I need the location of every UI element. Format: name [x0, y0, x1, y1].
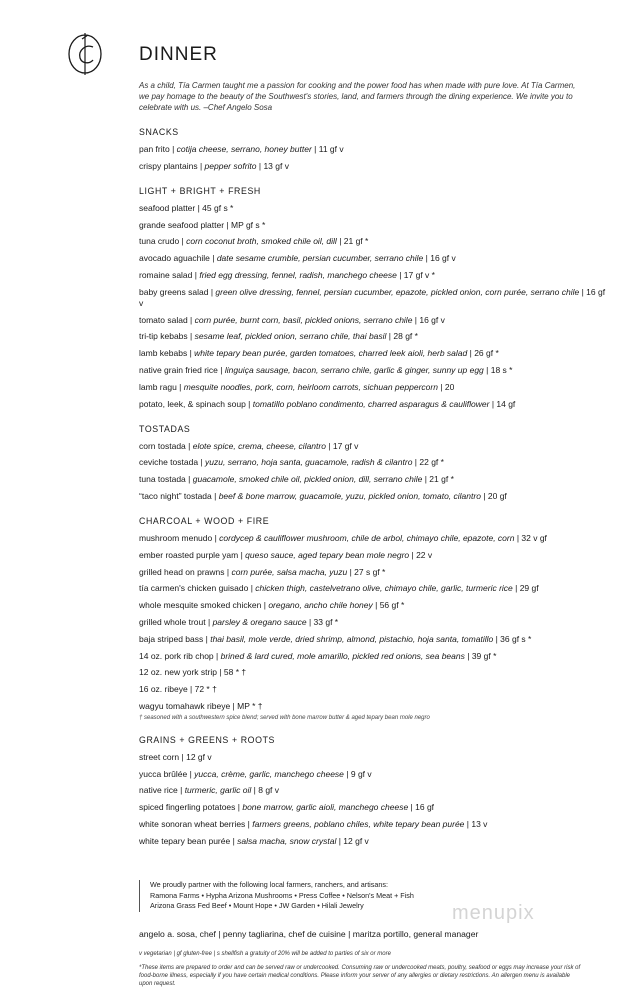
menu-item: spiced fingerling potatoes | bone marrow, garlic aioli, manchego cheese | 16 gf: [139, 802, 435, 813]
item-description: sesame leaf, pickled onion, serrano chile, thai basil: [194, 331, 387, 342]
menu-item: yucca brûlée | yucca, crème, garlic, manchego cheese | 9 gf v: [139, 768, 372, 779]
item-description: farmers greens, poblano chiles, white tepary bean purée: [252, 818, 465, 829]
item-name: tía carmen's chicken guisado: [139, 583, 249, 594]
menu-item: potato, leek, & spinach soup | tomatillo poblano condimento, charred asparagus & cauliflower | 14 gf: [139, 398, 516, 409]
item-name: tomato salad: [139, 314, 188, 325]
menu-section: [139, 515, 609, 721]
section-title: TOSTADAS: [139, 423, 191, 434]
menu-item: ember roasted purple yam | queso sauce, aged tepary bean mole negro | 22 v: [139, 549, 433, 560]
menu-item: 14 oz. pork rib chop | brined & lard cured, mole amarillo, pickled red onions, sea beans | 39 gf *: [139, 650, 497, 661]
menu-item: avocado aguachile | date sesame crumble, persian cucumber, serrano chile | 16 gf v: [139, 253, 456, 264]
item-description: mesquite noodles, pork, corn, heirloom carrots, sichuan peppercorn: [183, 381, 438, 392]
menu-item: tri-tip kebabs | sesame leaf, pickled onion, serrano chile, thai basil | 28 gf *: [139, 331, 418, 342]
item-name: baja striped bass: [139, 633, 204, 644]
section-title: SNACKS: [139, 127, 179, 137]
item-price: 9 gf v: [350, 768, 372, 779]
page-title: DINNER: [139, 44, 218, 65]
item-name: white sonoran wheat berries: [139, 818, 246, 829]
item-name: 14 oz. pork rib chop: [139, 650, 214, 661]
staff-credits: angelo a. sosa, chef | penny tagliarina, chef de cuisine | maritza portillo, general manager: [139, 929, 479, 939]
menu-section: [139, 734, 609, 847]
section-title: GRAINS + GREENS + ROOTS: [139, 734, 276, 745]
item-price: 45 gf s *: [202, 202, 234, 213]
item-description: beef & bone marrow, guacamole, yuzu, pickled onion, tomato, cilantro: [218, 490, 481, 501]
item-name: tuna tostada: [139, 474, 186, 485]
item-name: grande seafood platter: [139, 219, 225, 230]
menu-item: baby greens salad | green olive dressing, fennel, persian cucumber, epazote, pickled onion, corn purée, serrano chile | 16 gf v: [139, 286, 606, 308]
menu-item: pan frito | cotija cheese, serrano, honey butter | 11 gf v: [139, 144, 344, 154]
item-price: MP gf s *: [231, 219, 266, 230]
item-name: lamb kebabs: [139, 348, 188, 359]
menu-section: [139, 126, 609, 172]
item-name: potato, leek, & spinach soup: [139, 398, 246, 409]
item-description: white tepary bean purée, garden tomatoes, charred leek aioli, herb salad: [194, 348, 468, 359]
menu-item: corn tostada | elote spice, crema, cheese, cilantro | 17 gf v: [139, 440, 359, 451]
item-name: white tepary bean purée: [139, 835, 231, 846]
item-name: native grain fried rice: [139, 364, 218, 375]
section-title: LIGHT + BRIGHT + FRESH: [139, 185, 261, 196]
item-name: romaine salad: [139, 269, 193, 280]
menu-item: seafood platter | 45 gf s *: [139, 202, 234, 213]
item-description: parsley & oregano sauce: [212, 616, 307, 627]
item-name: ember roasted purple yam: [139, 549, 239, 560]
item-description: guacamole, smoked chile oil, pickled onion, dill, serrano chile: [192, 474, 423, 485]
item-name: 16 oz. ribeye: [139, 684, 188, 695]
item-price: 16 gf v: [139, 286, 606, 308]
intro-text: As a child, Tía Carmen taught me a passion for cooking and the power food has when made with pure love. At Tía Carmen, we pay homage to the beauty of the Southwest's stories, land, and farmers through the dining experience. We invite you to celebrate with us. –Chef Angelo Sosa: [139, 81, 576, 112]
item-price: MP * †: [237, 700, 263, 711]
item-name: tri-tip kebabs: [139, 331, 188, 342]
menu-item: native grain fried rice | linguiça sausage, bacon, serrano chile, garlic & ginger, sunny up egg | 18 s *: [139, 364, 513, 375]
menu-item: tuna crudo | corn coconut broth, smoked chile oil, dill | 21 gf *: [139, 236, 369, 247]
section-note: † seasoned with a southwestern spice blend; served with bone marrow butter & aged tepary bean mole negro: [139, 714, 430, 721]
item-name: grilled head on prawns: [139, 566, 225, 577]
item-name: spiced fingerling potatoes: [139, 802, 236, 813]
item-name: native rice: [139, 785, 178, 796]
item-name: whole mesquite smoked chicken: [139, 600, 262, 611]
menu-item: mushroom menudo | cordycep & cauliflower mushroom, chile de arbol, chimayo chile, epazote, corn | 32 v gf: [139, 532, 547, 543]
menu-item: baja striped bass | thai basil, mole verde, dried shrimp, almond, pistachio, hoja santa, tomatillo | 36 gf s *: [139, 633, 532, 644]
item-description: cotija cheese, serrano, honey butter: [176, 144, 312, 154]
item-description: elote spice, crema, cheese, cilantro: [192, 440, 326, 451]
item-name: wagyu tomahawk ribeye: [139, 700, 231, 711]
item-price: 16 gf v: [419, 314, 445, 325]
menu-item: lamb ragu | mesquite noodles, pork, corn, heirloom carrots, sichuan peppercorn | 20: [139, 381, 455, 392]
item-price: 22 v: [416, 549, 433, 560]
item-description: fried egg dressing, fennel, radish, manchego cheese: [199, 269, 397, 280]
item-name: street corn: [139, 751, 180, 762]
partners-intro: We proudly partner with the following local farmers, ranchers, and artisans:: [150, 880, 388, 889]
menu-item: 12 oz. new york strip | 58 * †: [139, 667, 247, 678]
item-name: tuna crudo: [139, 236, 180, 247]
item-price: 58 * †: [223, 667, 247, 678]
menu-item: 16 oz. ribeye | 72 * †: [139, 684, 217, 695]
menu-item: grilled whole trout | parsley & oregano sauce | 33 gf *: [139, 616, 339, 627]
item-name: ceviche tostada: [139, 457, 199, 468]
item-name: 12 oz. new york strip: [139, 667, 217, 678]
item-name: avocado aguachile: [139, 253, 210, 264]
item-price: 28 gf *: [393, 331, 418, 342]
item-description: bone marrow, garlic aioli, manchego cheese: [242, 802, 409, 813]
item-price: 27 s gf *: [354, 566, 386, 577]
item-description: cordycep & cauliflower mushroom, chile de arbol, chimayo chile, epazote, corn: [219, 532, 515, 543]
item-price: 29 gf: [519, 583, 539, 594]
raw-food-disclaimer: *These items are prepared to order and can be served raw or undercooked. Consuming raw or undercooked meats, poultry, seafood or eggs may increase your risk of food-borne illness, especially if you have certain medical conditions. Please inform your server of any allergies or dietary restrictions. An allergen menu is available upon request.: [139, 965, 581, 987]
item-price: 11 gf v: [318, 144, 344, 154]
item-price: 20: [444, 381, 455, 392]
item-name: baby greens salad: [139, 286, 209, 297]
item-price: 20 gf: [487, 490, 507, 501]
item-name: mushroom menudo: [139, 532, 213, 543]
item-description: queso sauce, aged tepary bean mole negro: [245, 549, 410, 560]
menu-section: [139, 185, 609, 410]
partners-line-2: Arizona Grass Fed Beef • Mount Hope • JW Garden • Hilali Jewelry: [150, 901, 364, 910]
partners-box: [139, 880, 480, 912]
item-price: 18 s *: [490, 364, 513, 375]
item-price: 26 gf *: [474, 348, 499, 359]
item-name: grilled whole trout: [139, 616, 206, 627]
tia-carmen-logo-icon: [66, 30, 104, 76]
item-name: yucca brûlée: [139, 768, 188, 779]
item-price: 17 gf v: [332, 440, 359, 451]
menu-item: tía carmen's chicken guisado | chicken thigh, castelvetrano olive, chimayo chile, garlic, turmeric rice | 29 gf: [139, 583, 539, 594]
menu-item: grilled head on prawns | corn purée, salsa macha, yuzu | 27 s gf *: [139, 566, 386, 577]
item-price: 13 v: [471, 818, 488, 829]
item-description: brined & lard cured, mole amarillo, pickled red onions, sea beans: [220, 650, 465, 661]
item-price: 32 v gf: [521, 532, 547, 543]
item-name: seafood platter: [139, 202, 196, 213]
item-description: date sesame crumble, persian cucumber, serrano chile: [216, 253, 424, 264]
menu-section: [139, 423, 609, 502]
menu-item: white tepary bean purée | salsa macha, snow crystal | 12 gf v: [139, 835, 369, 846]
item-name: crispy plantains: [139, 160, 198, 171]
menu-item: romaine salad | fried egg dressing, fennel, radish, manchego cheese | 17 gf v *: [139, 269, 435, 280]
partners-line-1: Ramona Farms • Hypha Arizona Mushrooms • Press Coffee • Nelson's Meat + Fish: [150, 890, 414, 900]
item-description: linguiça sausage, bacon, serrano chile, garlic & ginger, sunny up egg: [224, 364, 484, 375]
menu-sections: [139, 126, 609, 860]
item-description: chicken thigh, castelvetrano olive, chimayo chile, garlic, turmeric rice: [255, 583, 513, 594]
item-name: corn tostada: [139, 440, 186, 451]
item-price: 22 gf *: [419, 457, 444, 468]
item-name: pan frito: [139, 144, 170, 154]
menu-item: grande seafood platter | MP gf s *: [139, 219, 266, 230]
item-description: tomatillo poblano condimento, charred asparagus & cauliflower: [252, 398, 490, 409]
item-description: corn purée, salsa macha, yuzu: [231, 566, 348, 577]
watermark: menupix: [452, 902, 535, 924]
item-name: lamb ragu: [139, 381, 177, 392]
item-description: oregano, ancho chile honey: [268, 600, 373, 611]
item-price: 12 gf v: [343, 835, 369, 846]
item-description: thai basil, mole verde, dried shrimp, almond, pistachio, hoja santa, tomatillo: [210, 633, 494, 644]
menu-item: wagyu tomahawk ribeye | MP * †: [139, 700, 263, 711]
menu-item: native rice | turmeric, garlic oil | 8 gf v: [139, 785, 280, 796]
item-description: salsa macha, snow crystal: [237, 835, 337, 846]
item-price: 16 gf v: [430, 253, 456, 264]
item-name: “taco night” tostada: [139, 490, 212, 501]
menu-item: crispy plantains | pepper sofrito | 13 gf v: [139, 160, 289, 171]
menu-item: whole mesquite smoked chicken | oregano, ancho chile honey | 56 gf *: [139, 600, 405, 611]
item-price: 14 gf: [496, 398, 516, 409]
menu-item: tuna tostada | guacamole, smoked chile oil, pickled onion, dill, serrano chile | 21 gf *: [139, 474, 454, 485]
menu-item: white sonoran wheat berries | farmers greens, poblano chiles, white tepary bean purée | 13 v: [139, 818, 488, 829]
item-price: 56 gf *: [379, 600, 405, 611]
item-price: 21 gf *: [429, 474, 454, 485]
item-description: turmeric, garlic oil: [184, 785, 252, 796]
item-price: 36 gf s *: [500, 633, 532, 644]
item-price: 72 * †: [194, 684, 217, 695]
item-description: yucca, crème, garlic, manchego cheese: [194, 768, 344, 779]
item-price: 8 gf v: [258, 785, 280, 796]
menu-item: street corn | 12 gf v: [139, 751, 212, 762]
item-price: 21 gf *: [343, 236, 369, 247]
item-description: corn purée, burnt corn, basil, pickled onions, serrano chile: [194, 314, 413, 325]
item-description: pepper sofrito: [204, 160, 257, 171]
item-price: 12 gf v: [186, 751, 212, 762]
item-price: 16 gf: [415, 802, 435, 813]
item-description: yuzu, serrano, hoja santa, guacamole, radish & cilantro: [205, 457, 413, 468]
menu-item: lamb kebabs | white tepary bean purée, garden tomatoes, charred leek aioli, herb salad | 26 gf *: [139, 348, 499, 359]
item-price: 39 gf *: [471, 650, 497, 661]
item-description: corn coconut broth, smoked chile oil, dill: [186, 236, 337, 247]
item-price: 13 gf v: [263, 160, 289, 171]
dietary-legend: v vegetarian | gf gluten-free | s shellfish a gratuity of 20% will be added to parties of six or more: [139, 951, 391, 957]
item-description: green olive dressing, fennel, persian cucumber, epazote, pickled onion, corn purée, serrano chile: [215, 286, 580, 297]
menu-item: “taco night” tostada | beef & bone marrow, guacamole, yuzu, pickled onion, tomato, cilantro | 20 gf: [139, 490, 507, 501]
section-title: CHARCOAL + WOOD + FIRE: [139, 515, 270, 526]
menu-item: ceviche tostada | yuzu, serrano, hoja santa, guacamole, radish & cilantro | 22 gf *: [139, 457, 444, 468]
item-price: 33 gf *: [313, 616, 339, 627]
menu-item: tomato salad | corn purée, burnt corn, basil, pickled onions, serrano chile | 16 gf v: [139, 314, 445, 325]
item-price: 17 gf v *: [403, 269, 435, 280]
